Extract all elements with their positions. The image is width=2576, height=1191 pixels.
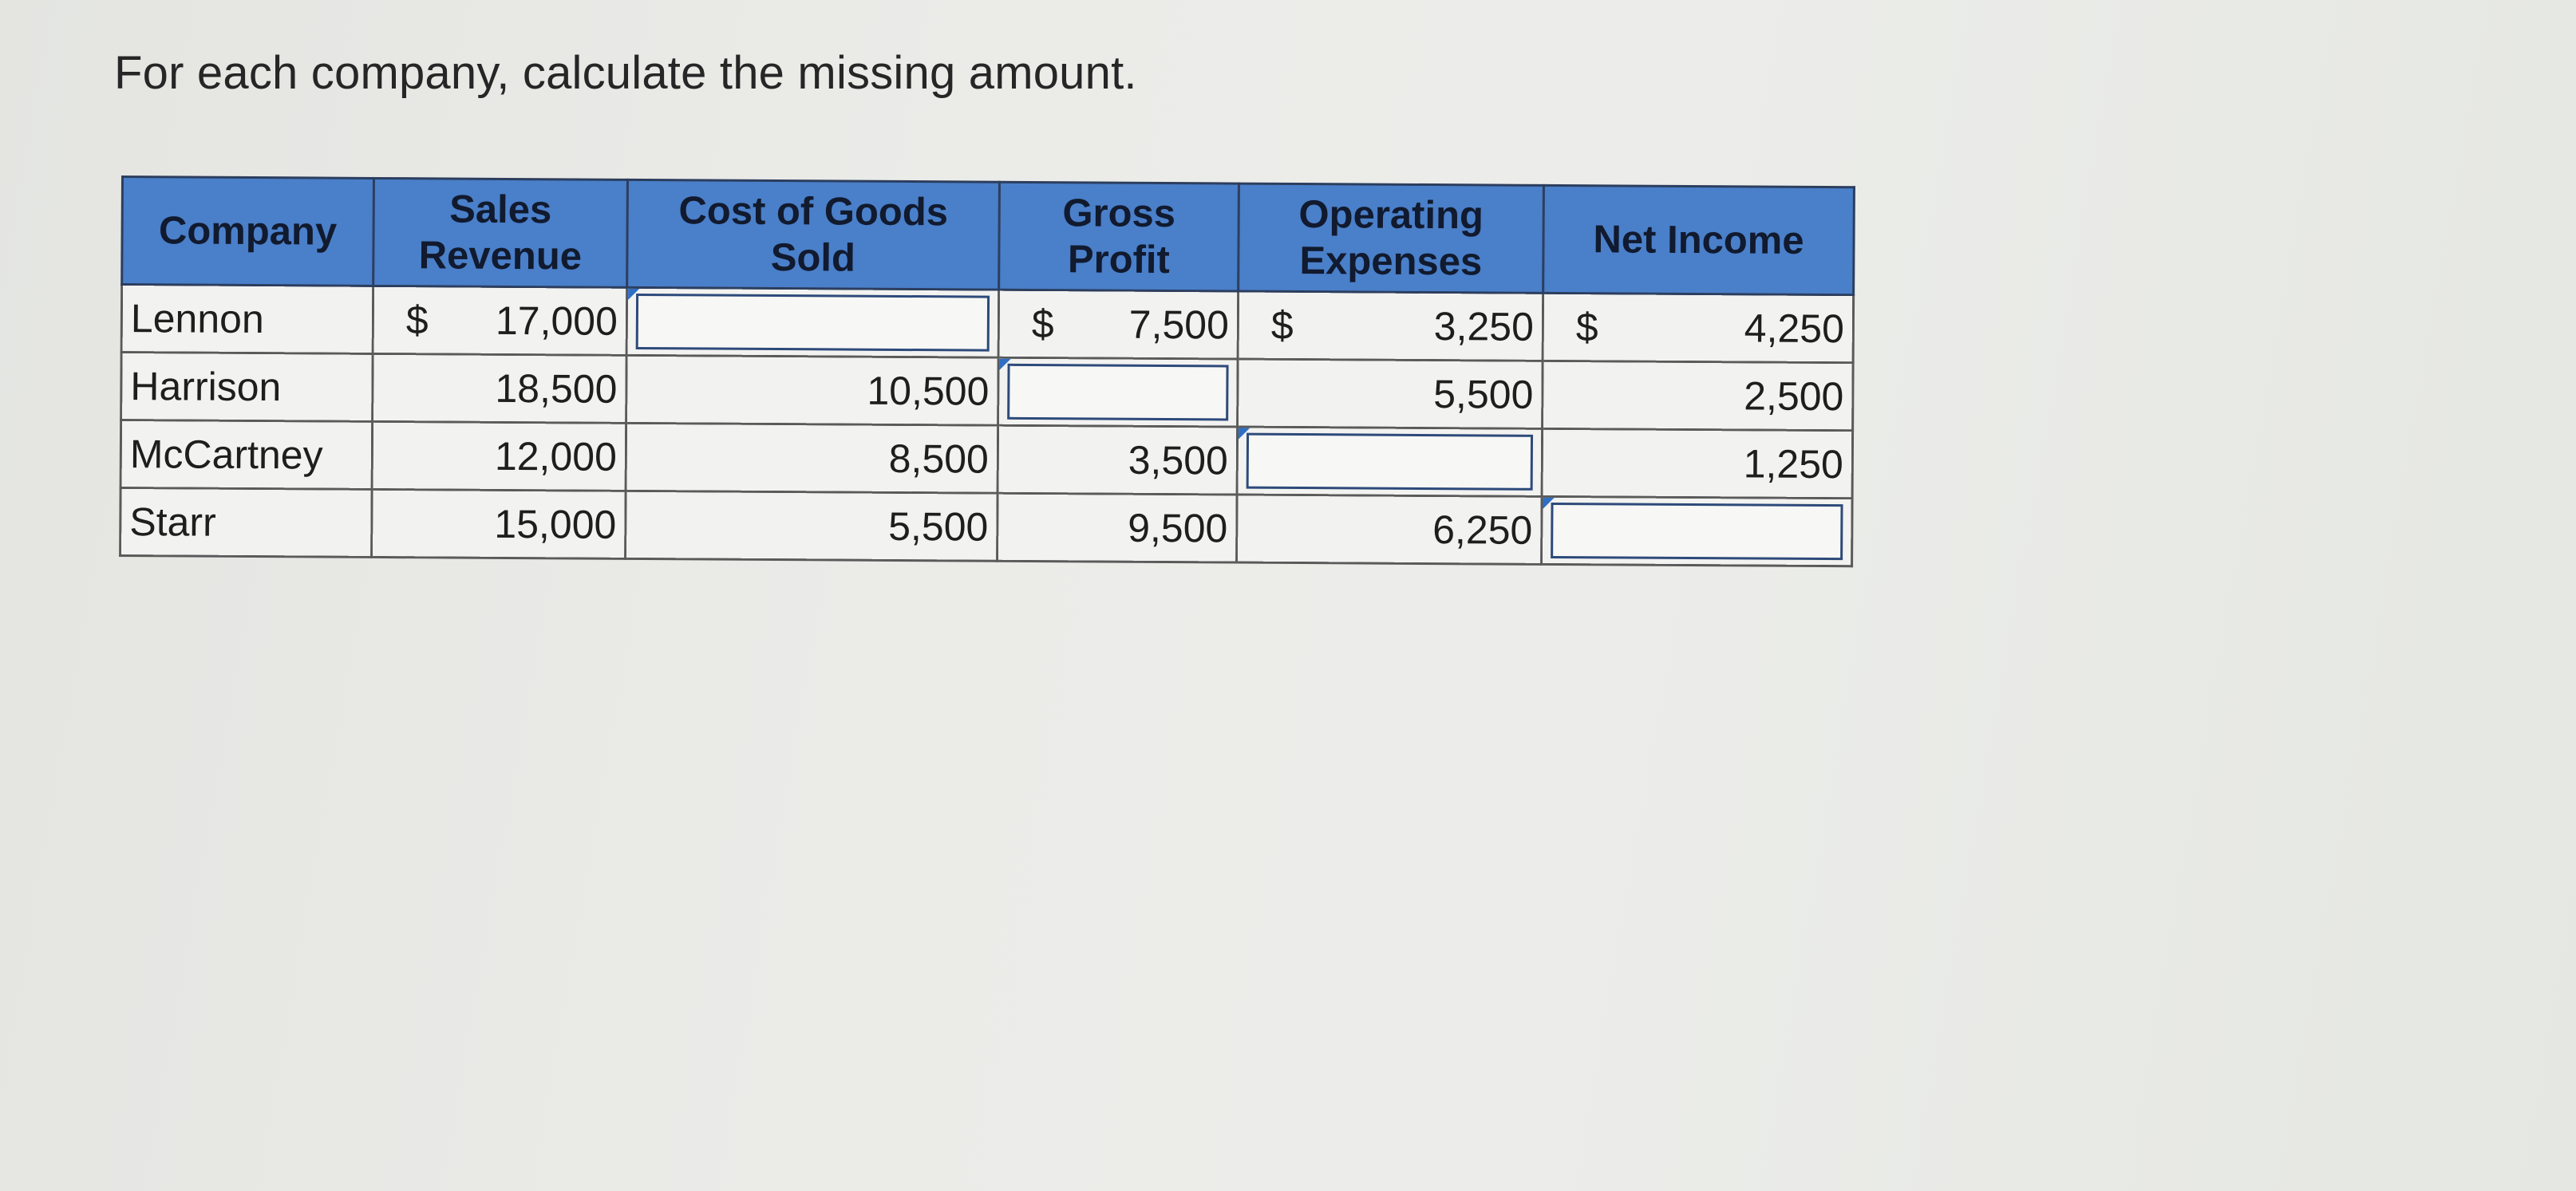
question-prompt: For each company, calculate the missing amount. <box>114 47 1137 99</box>
net-income-cell <box>1543 293 1854 362</box>
gross-profit-cell <box>998 357 1239 427</box>
cogs-value: 10,500 <box>867 368 990 414</box>
table-row-mccartney <box>121 420 1852 499</box>
net-income-value: 4,250 <box>1744 306 1845 352</box>
gross-profit-cell <box>998 493 1238 562</box>
company-name: Starr <box>121 488 373 558</box>
cogs-value: 5,500 <box>888 503 989 550</box>
currency-symbol: $ <box>405 298 429 343</box>
header-cost-of-goods-sold: Cost of Goods Sold <box>627 179 1000 290</box>
company-name: McCartney <box>121 420 373 490</box>
net-income-value: 1,250 <box>1743 441 1843 487</box>
cogs-cell <box>626 423 998 493</box>
input-flag-icon <box>1543 498 1554 509</box>
operating-expenses-value: 5,500 <box>1433 372 1534 417</box>
gross-profit-cell <box>998 425 1238 495</box>
net-income-value: 2,500 <box>1744 373 1844 420</box>
cogs-cell <box>626 287 999 357</box>
operating-expenses-cell <box>1238 359 1543 428</box>
gross-profit-input-harrison[interactable] <box>1007 364 1228 421</box>
operating-expenses-value: 3,250 <box>1433 304 1535 349</box>
sales-revenue-cell <box>373 353 627 423</box>
sales-revenue-cell <box>372 489 626 558</box>
header-gross-profit: Gross Profit <box>999 182 1239 291</box>
currency-symbol: $ <box>1575 305 1598 350</box>
cogs-cell <box>626 491 998 561</box>
net-income-cell <box>1542 428 1853 498</box>
net-income-cell <box>1543 361 1854 430</box>
header-operating-expenses: Operating Expenses <box>1239 183 1544 293</box>
input-flag-icon <box>1239 428 1250 440</box>
operating-expenses-cell <box>1238 291 1543 361</box>
net-income-cell <box>1542 496 1853 566</box>
gross-profit-value: 3,500 <box>1128 437 1229 483</box>
operating-expenses-cell <box>1237 427 1543 496</box>
table-row-harrison <box>121 353 1853 431</box>
header-company: Company <box>122 177 374 286</box>
header-sales-revenue: Sales Revenue <box>373 178 628 287</box>
cogs-input-lennon[interactable] <box>636 294 990 352</box>
sales-revenue-value: 15,000 <box>494 501 617 547</box>
sales-revenue-value: 18,500 <box>495 365 618 412</box>
sales-revenue-cell <box>373 286 627 355</box>
table-row-starr <box>121 488 1852 566</box>
operating-expenses-input-mccartney[interactable] <box>1247 433 1533 491</box>
operating-expenses-value: 6,250 <box>1432 507 1533 553</box>
currency-symbol: $ <box>1031 301 1054 347</box>
input-flag-icon <box>1000 359 1011 370</box>
cogs-value: 8,500 <box>888 436 990 482</box>
gross-profit-cell <box>998 290 1239 359</box>
table-row-lennon <box>121 285 1853 363</box>
cogs-cell <box>626 355 999 425</box>
gross-profit-value: 7,500 <box>1128 302 1230 348</box>
company-name: Harrison <box>121 353 373 422</box>
gross-profit-value: 9,500 <box>1128 505 1228 551</box>
header-net-income: Net Income <box>1543 185 1855 294</box>
net-income-input-starr[interactable] <box>1551 503 1843 560</box>
operating-expenses-cell <box>1237 495 1543 564</box>
currency-symbol: $ <box>1270 302 1294 348</box>
header-row <box>122 177 1855 295</box>
input-flag-icon <box>628 289 639 300</box>
missing-amount-table <box>119 175 1855 567</box>
company-name: Lennon <box>121 285 373 354</box>
sales-revenue-cell <box>372 421 626 491</box>
sales-revenue-value: 17,000 <box>495 298 618 344</box>
sales-revenue-value: 12,000 <box>494 433 618 479</box>
